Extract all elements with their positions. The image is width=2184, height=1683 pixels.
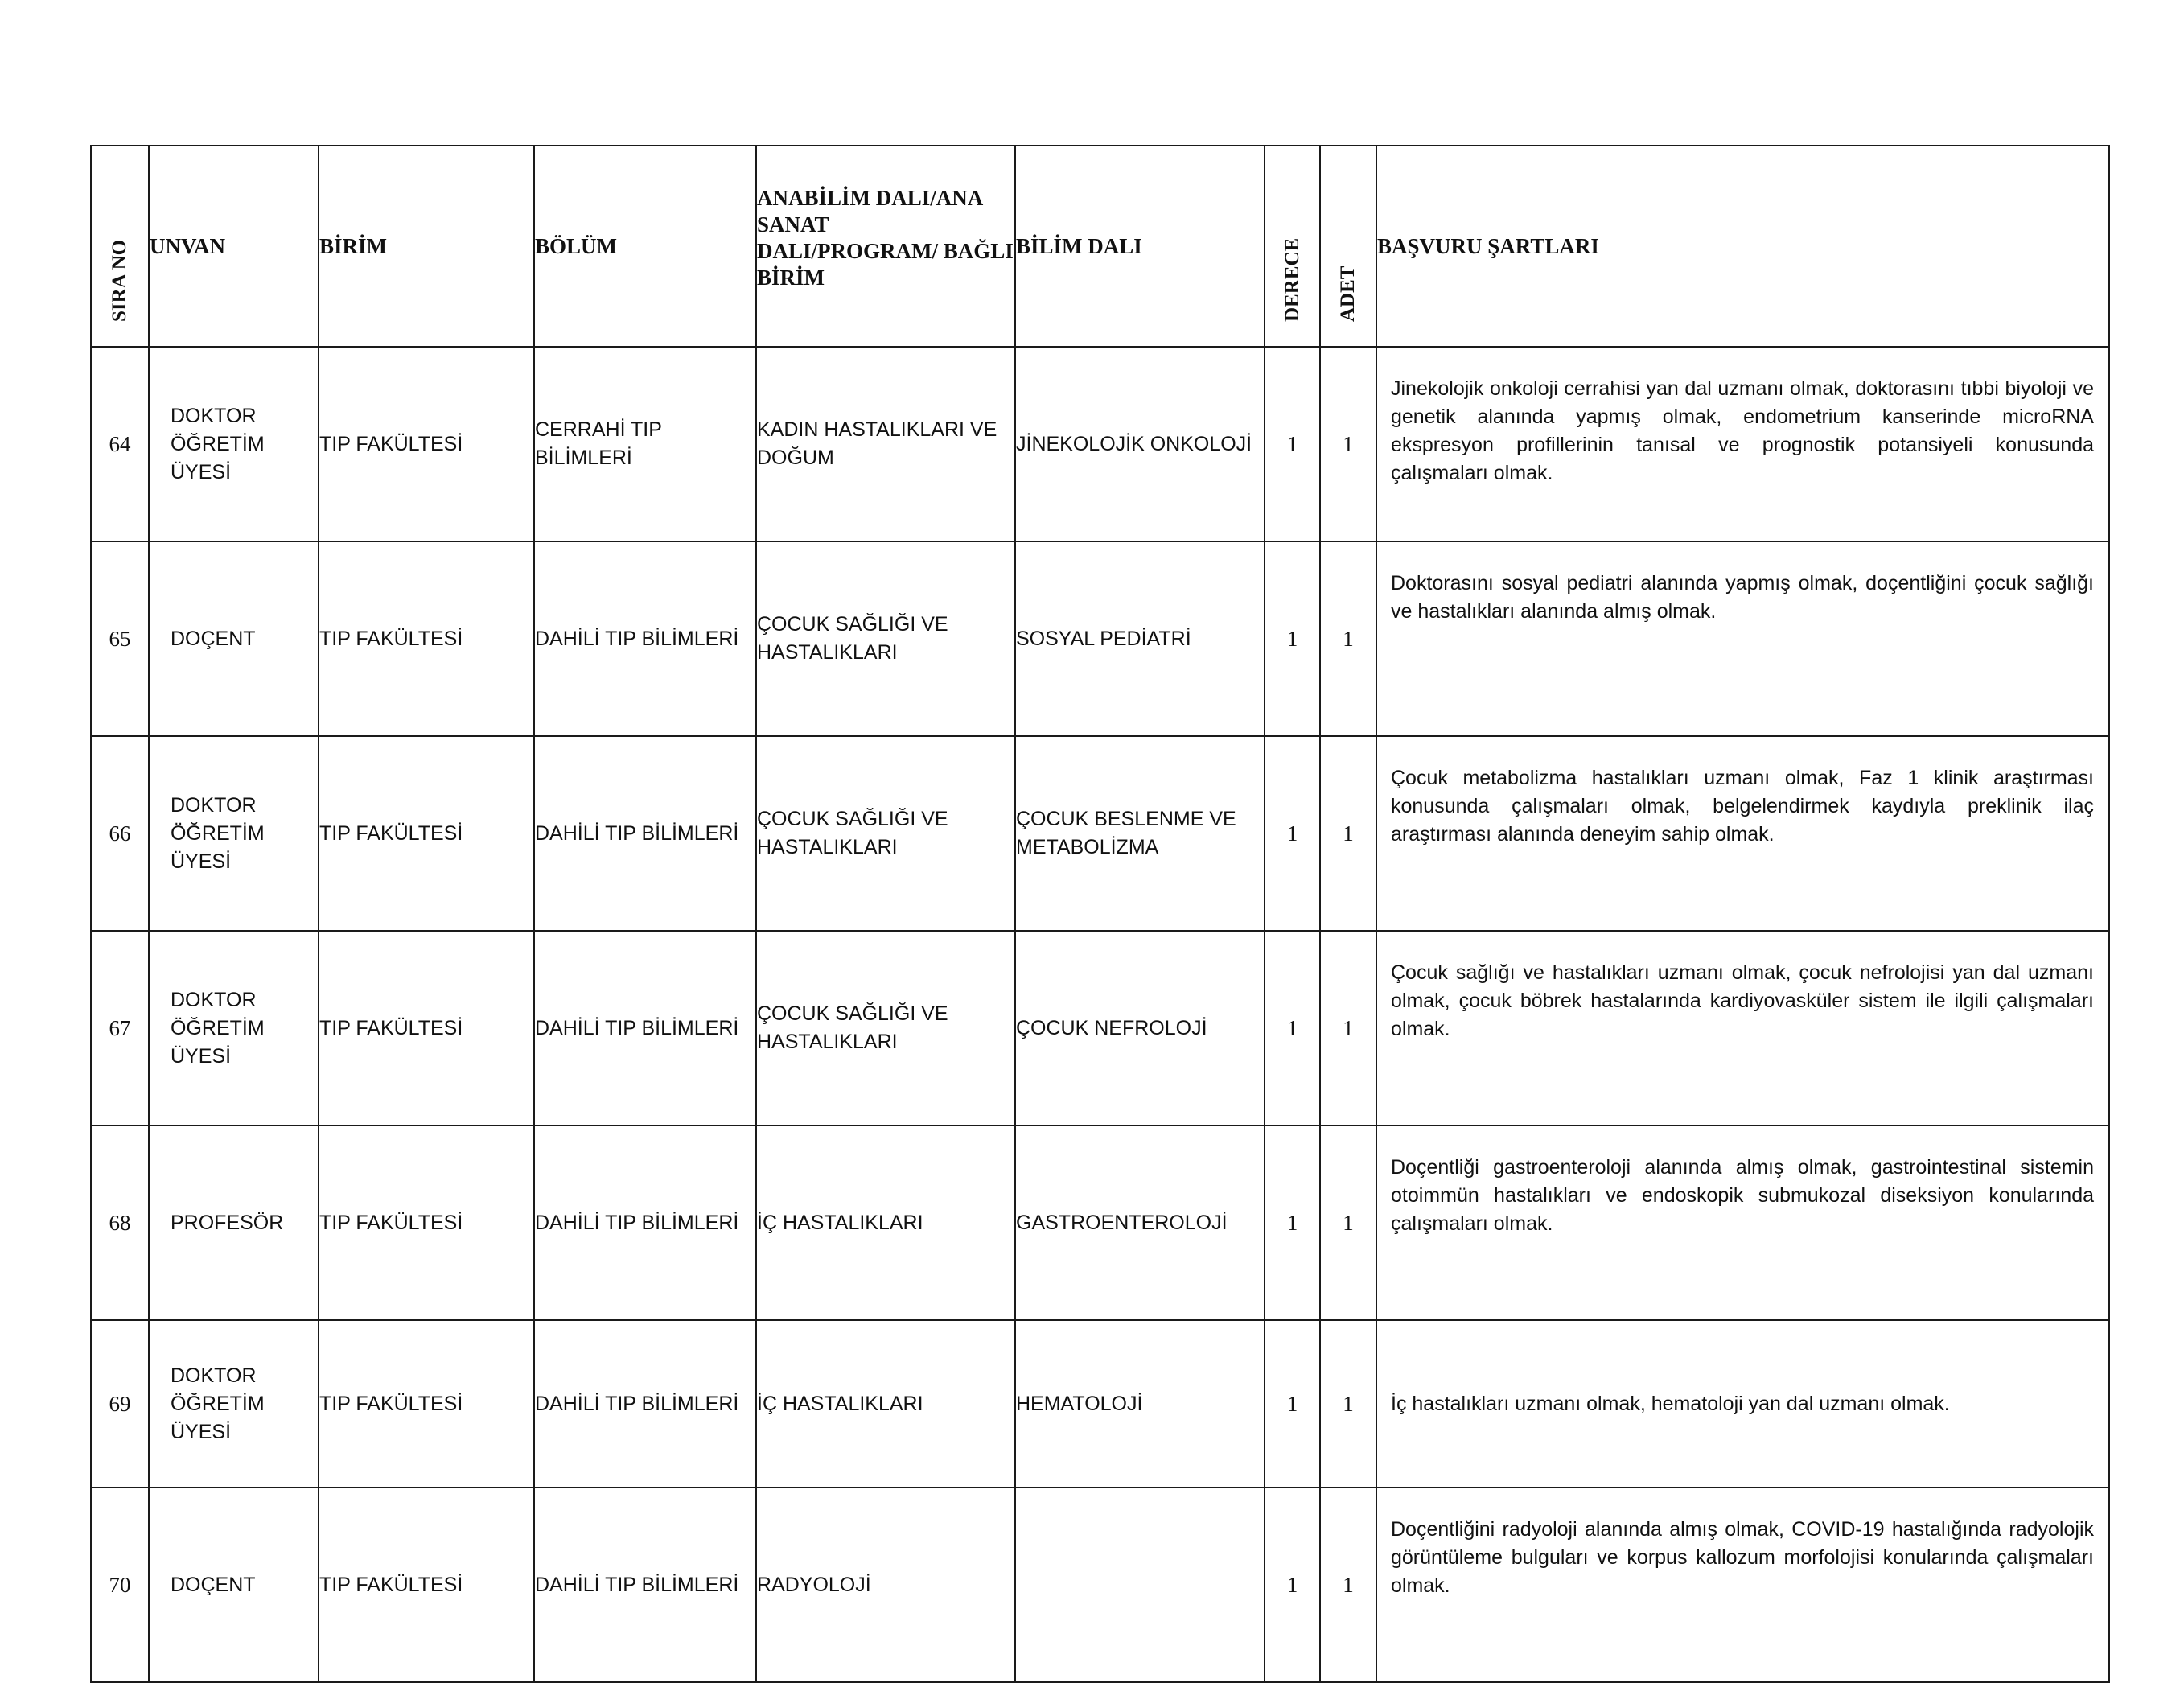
cell-adet: 1 [1320,1320,1376,1488]
cell-birim: TIP FAKÜLTESİ [319,1488,534,1682]
header-bilim-dali: BİLİM DALI [1015,146,1265,347]
position-table [90,145,2110,1683]
cell-basvuru-sartlari: Çocuk sağlığı ve hastalıkları uzmanı olmak, çocuk nefrolojisi yan dal uzmanı olmak, çocuk böbrek hastalarında kardiyovasküler sistem ile ilgili çalışmaları olmak. [1376,931,2109,1125]
cell-adet: 1 [1320,1488,1376,1682]
header-anabilim-dali: ANABİLİM DALI/ANA SANAT DALI/PROGRAM/ BAĞLI BİRİM [756,146,1015,347]
cell-birim: TIP FAKÜLTESİ [319,541,534,736]
cell-birim: TIP FAKÜLTESİ [319,736,534,931]
header-birim: BİRİM [319,146,534,347]
cell-bilim-dali: JİNEKOLOJİK ONKOLOJİ [1015,347,1265,541]
cell-anabilim-dali: KADIN HASTALIKLARI VE DOĞUM [756,347,1015,541]
header-derece: DERECE [1265,146,1320,347]
table-row [91,931,2109,1125]
cell-derece: 1 [1265,931,1320,1125]
cell-adet: 1 [1320,1125,1376,1320]
cell-bolum: DAHİLİ TIP BİLİMLERİ [534,1488,756,1682]
cell-adet: 1 [1320,931,1376,1125]
cell-bolum: DAHİLİ TIP BİLİMLERİ [534,736,756,931]
cell-birim: TIP FAKÜLTESİ [319,347,534,541]
cell-anabilim-dali: RADYOLOJİ [756,1488,1015,1682]
table-row [91,1125,2109,1320]
cell-sira-no: 67 [91,931,149,1125]
cell-birim: TIP FAKÜLTESİ [319,1125,534,1320]
cell-basvuru-sartlari: Doçentliğini radyoloji alanında almış olmak, COVID-19 hastalığında radyolojik görüntüleme bulguları ve korpus kallozum morfolojisi konularında çalışmaları olmak. [1376,1488,2109,1682]
cell-unvan: PROFESÖR [149,1125,319,1320]
cell-unvan: DOKTOR ÖĞRETİM ÜYESİ [149,736,319,931]
cell-derece: 1 [1265,1320,1320,1488]
cell-bolum: DAHİLİ TIP BİLİMLERİ [534,1125,756,1320]
cell-sira-no: 65 [91,541,149,736]
cell-sira-no: 69 [91,1320,149,1488]
table-row [91,1320,2109,1488]
cell-basvuru-sartlari: Doçentliği gastroenteroloji alanında almış olmak, gastrointestinal sistemin otoimmün hastalıkları ve endoskopik submukozal diseksiyon konularında çalışmaları olmak. [1376,1125,2109,1320]
cell-bilim-dali: ÇOCUK BESLENME VE METABOLİZMA [1015,736,1265,931]
cell-bilim-dali: SOSYAL PEDİATRİ [1015,541,1265,736]
cell-sira-no: 68 [91,1125,149,1320]
cell-unvan: DOÇENT [149,1488,319,1682]
cell-anabilim-dali: ÇOCUK SAĞLIĞI VE HASTALIKLARI [756,541,1015,736]
cell-basvuru-sartlari: Doktorasını sosyal pediatri alanında yapmış olmak, doçentliğini çocuk sağlığı ve hastalıkları alanında almış olmak. [1376,541,2109,736]
cell-derece: 1 [1265,1488,1320,1682]
cell-derece: 1 [1265,347,1320,541]
cell-birim: TIP FAKÜLTESİ [319,931,534,1125]
cell-unvan: DOKTOR ÖĞRETİM ÜYESİ [149,1320,319,1488]
cell-basvuru-sartlari: Jinekolojik onkoloji cerrahisi yan dal uzmanı olmak, doktorasını tıbbi biyoloji ve genetik alanında yapmış olmak, endometrium kanserinde microRNA ekspresyon profillerinin tanısal ve prognostik potansiyeli konusunda çalışmaları olmak. [1376,347,2109,541]
cell-derece: 1 [1265,1125,1320,1320]
header-unvan: UNVAN [149,146,319,347]
cell-sira-no: 70 [91,1488,149,1682]
cell-bolum: CERRAHİ TIP BİLİMLERİ [534,347,756,541]
table-row [91,1488,2109,1682]
cell-basvuru-sartlari: İç hastalıkları uzmanı olmak, hematoloji yan dal uzmanı olmak. [1376,1320,2109,1488]
cell-anabilim-dali: İÇ HASTALIKLARI [756,1320,1015,1488]
cell-bolum: DAHİLİ TIP BİLİMLERİ [534,541,756,736]
cell-unvan: DOÇENT [149,541,319,736]
cell-unvan: DOKTOR ÖĞRETİM ÜYESİ [149,347,319,541]
table-row [91,541,2109,736]
cell-bilim-dali [1015,1488,1265,1682]
table-row [91,347,2109,541]
cell-derece: 1 [1265,541,1320,736]
cell-sira-no: 66 [91,736,149,931]
cell-anabilim-dali: İÇ HASTALIKLARI [756,1125,1015,1320]
header-sira-no: SIRA NO [91,146,149,347]
cell-bilim-dali: GASTROENTEROLOJİ [1015,1125,1265,1320]
cell-sira-no: 64 [91,347,149,541]
cell-bolum: DAHİLİ TIP BİLİMLERİ [534,931,756,1125]
header-basvuru-sartlari: BAŞVURU ŞARTLARI [1376,146,2109,347]
cell-adet: 1 [1320,541,1376,736]
cell-derece: 1 [1265,736,1320,931]
cell-bolum: DAHİLİ TIP BİLİMLERİ [534,1320,756,1488]
header-bolum: BÖLÜM [534,146,756,347]
header-adet: ADET [1320,146,1376,347]
cell-bilim-dali: ÇOCUK NEFROLOJİ [1015,931,1265,1125]
cell-birim: TIP FAKÜLTESİ [319,1320,534,1488]
cell-unvan: DOKTOR ÖĞRETİM ÜYESİ [149,931,319,1125]
cell-anabilim-dali: ÇOCUK SAĞLIĞI VE HASTALIKLARI [756,736,1015,931]
table-row [91,736,2109,931]
cell-anabilim-dali: ÇOCUK SAĞLIĞI VE HASTALIKLARI [756,931,1015,1125]
cell-adet: 1 [1320,736,1376,931]
cell-bilim-dali: HEMATOLOJİ [1015,1320,1265,1488]
header-row [91,146,2109,347]
cell-basvuru-sartlari: Çocuk metabolizma hastalıkları uzmanı olmak, Faz 1 klinik araştırması konusunda çalışmaları olmak, belgelendirmek kaydıyla preklinik ilaç araştırması alanında deneyim sahip olmak. [1376,736,2109,931]
cell-adet: 1 [1320,347,1376,541]
